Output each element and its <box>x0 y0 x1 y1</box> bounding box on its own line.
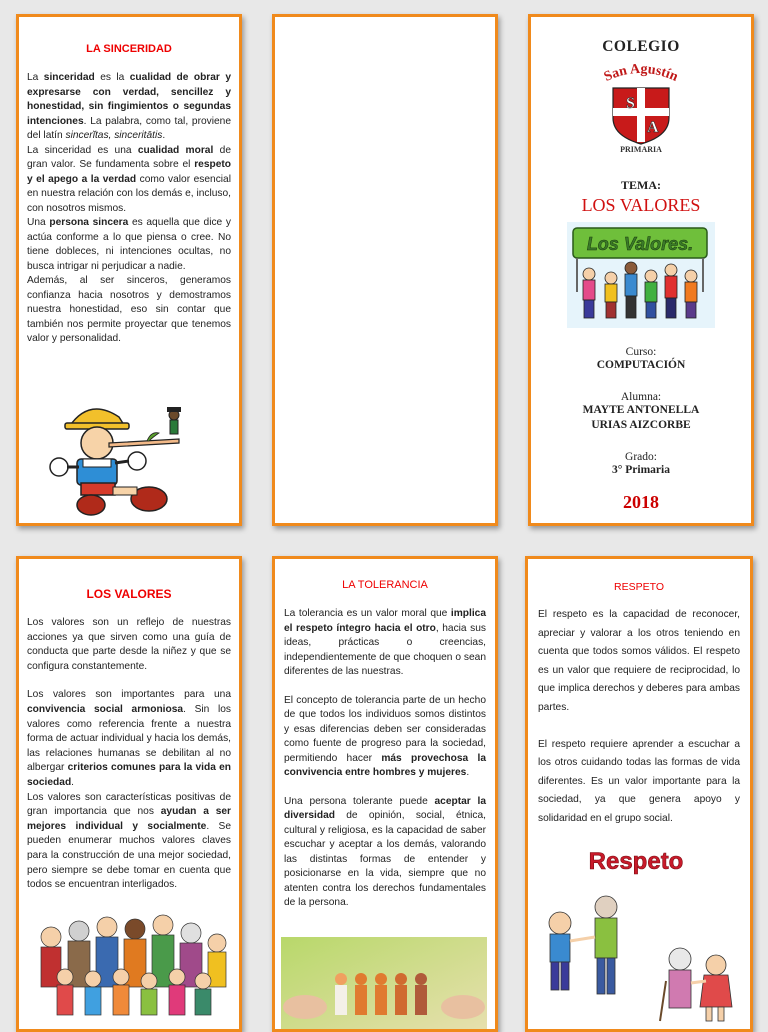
respeto-paragraph-2: El respeto requiere aprender a escuchar a los otros cuidando todas las formas de vida diferentes. Es un valor importante para la sociedad, ya que genera apoyo y solidaridad en el grupo social. <box>538 738 740 824</box>
panel-title: LOS VALORES <box>86 587 172 601</box>
paper-people-chain-image <box>281 937 487 1032</box>
children-banner-illustration <box>567 222 715 328</box>
curso-label: Curso: <box>625 346 657 358</box>
valores-text: Los valores son un reflejo de nuestras acciones ya que sirven como una guía de conducta que parte desde la niñez y que se configura constantemente. Los valores son importantes para una convivencia social armoniosa. Sin los valores como referencia frente a nuestra forma de actuar individual y hacia los demás, las relaciones humanas se debilitan al no albergar criterios comunes para la vida en sociedad. Los valores son características positivas de gran importancia que nos ayudan a ser mejores individual y socialmente. Se pueden enumerar muchos valores claves para la construcción de una mejor sociedad, pero siempre se debe tomar en cuenta que todos se encuentran interligados. <box>27 617 232 891</box>
respect-illustration <box>536 841 744 1027</box>
svg-text:San Agustín: San Agustín <box>601 62 681 85</box>
alumna-name-line2: URIAS AIZCORBE <box>591 419 691 431</box>
grado-label: Grado: <box>625 451 657 463</box>
panel-cover <box>528 14 754 526</box>
panel-valores <box>16 556 242 1032</box>
respeto-paragraph-1: El respeto es la capacidad de reconocer, apreciar y valorar a los otros teniendo en cuenta que todos somos válidos. El respeto es un valor que requiere de reciprocidad, lo que implica derechos y deberes para ambas partes. <box>538 609 740 713</box>
svg-text:S: S <box>626 95 635 112</box>
tema-title: LOS VALORES <box>581 195 701 215</box>
colegio-heading: COLEGIO <box>602 38 680 55</box>
panel-blank <box>272 14 498 526</box>
sinceridad-text: La sinceridad es la cualidad de obrar y expresarse con verdad, sencillez y honestidad, sin fingimientos o segundas intenciones. La palabra, como tal, proviene del latín sincerĭtas, sinceritātis. La sinceridad es una cualidad moral de gran valor. Se fundamenta sobre el respeto y el apego a la verdad como valor esencial en nuestra relación con los demás e, incluso, con nosotros mismos. Una persona sincera es aquella que dice y actúa conforme a lo que piensa o cree. No tiene dobleces, ni intenciones ocultas, no busca intrigar ni perjudicar a nadie. Además, al ser sinceros, generamos confianza hacia nosotros y demostramos nuestra honestidad, eso sin contar que también nos permite proyectar que tenemos valor y personalidad. <box>27 72 232 344</box>
alumna-label: Alumna: <box>620 391 662 403</box>
svg-text:Respeto: Respeto <box>588 848 684 875</box>
panel-tolerancia <box>272 556 498 1032</box>
svg-text:A: A <box>647 119 659 136</box>
pinocchio-illustration <box>29 387 199 519</box>
grado-value: 3° Primaria <box>612 464 670 476</box>
svg-text:Los Valores.: Los Valores. <box>586 234 694 254</box>
svg-text:PRIMARIA: PRIMARIA <box>620 145 662 154</box>
year: 2018 <box>623 492 659 512</box>
family-group-illustration <box>31 907 231 1032</box>
panel-respeto <box>525 556 753 1032</box>
alumna-name-line1: MAYTE ANTONELLA <box>582 404 700 416</box>
panel-title: LA SINCERIDAD <box>86 43 172 55</box>
school-crest-logo <box>593 62 689 154</box>
panel-title: RESPETO <box>614 581 664 593</box>
curso-value: COMPUTACIÓN <box>596 359 686 371</box>
tolerancia-text: La tolerancia es un valor moral que implica el respeto íntegro hacia el otro, hacia sus ideas, prácticas o creencias, independientemente de que choquen o sean diferentes de las nuestras. El concepto de tolerancia parte de un hecho de que todos los individuos somos distintos y esas diferencias deben ser consideradas como fuente de progreso para la sociedad, permitiendo hacer más provechosa la convivencia entre hombres y mujeres. Una persona tolerante puede aceptar la diversidad de opinión, social, étnica, cultural y religiosa, es la capacidad de saber escuchar y aceptar a los demás, valorando las distintas formas de entender y posicionarse en la vida, siempre que no atenten contra los derechos fundamentales de la persona. <box>284 608 486 908</box>
tema-label: TEMA: <box>621 178 661 192</box>
panel-title: LA TOLERANCIA <box>342 579 428 591</box>
panel-sinceridad <box>16 14 242 526</box>
